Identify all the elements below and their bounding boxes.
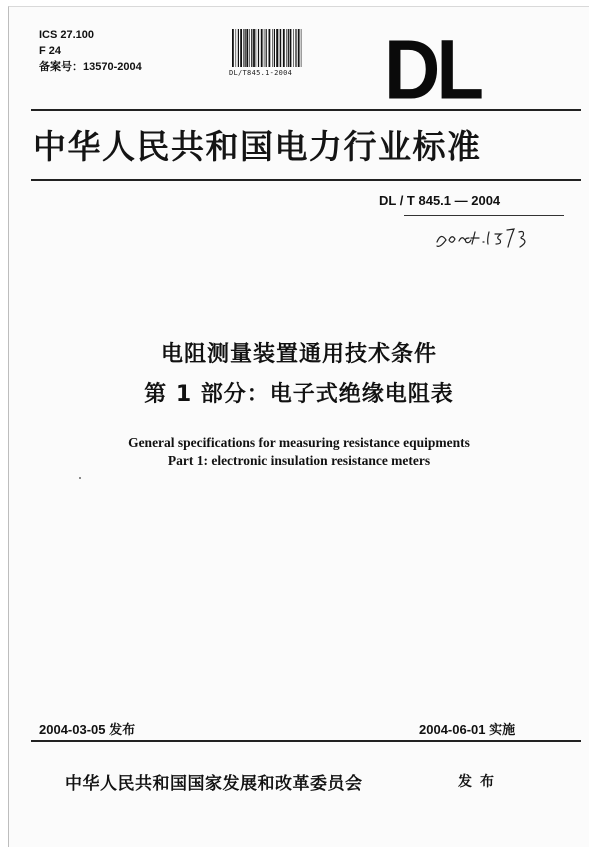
metadata-block [39, 27, 142, 75]
title-chinese-line-1: 电阻测量装置通用技术条件 [160, 342, 437, 367]
classification-code: F 24 [39, 45, 62, 57]
record-number: 备案号：13570-2004 [39, 61, 142, 73]
header-rule-bottom [31, 179, 581, 181]
document-page [8, 6, 589, 847]
barcode-image [231, 29, 303, 71]
header-rule-top [31, 109, 581, 111]
implementation-date: 2004-06-01 实施 [419, 722, 516, 737]
header-title: 中华人民共和国电力行业标准 [33, 127, 482, 166]
ics-code: ICS 27.100 [39, 29, 95, 41]
issuing-authority: 中华人民共和国国家发展和改革委员会 [65, 774, 363, 794]
standard-number: DL / T 845.1 — 2004 [379, 193, 501, 208]
footer-rule [31, 740, 581, 742]
title-english-line-1: General specifications for measuring resistance equipments [128, 435, 470, 450]
dl-logo: DL [384, 21, 480, 117]
handwritten-annotation [433, 222, 543, 252]
issue-date: 2004-03-05 发布 [39, 722, 136, 737]
barcode-number: DL/T845.1-2004 [229, 69, 293, 77]
publish-label: 发布 [458, 774, 502, 790]
scan-speck [79, 477, 81, 479]
standard-number-rule [404, 215, 564, 216]
title-chinese-line-2: 第 1 部分：电子式绝缘电阻表 [144, 382, 454, 407]
title-english-line-2: Part 1: electronic insulation resistance meters [167, 453, 431, 468]
